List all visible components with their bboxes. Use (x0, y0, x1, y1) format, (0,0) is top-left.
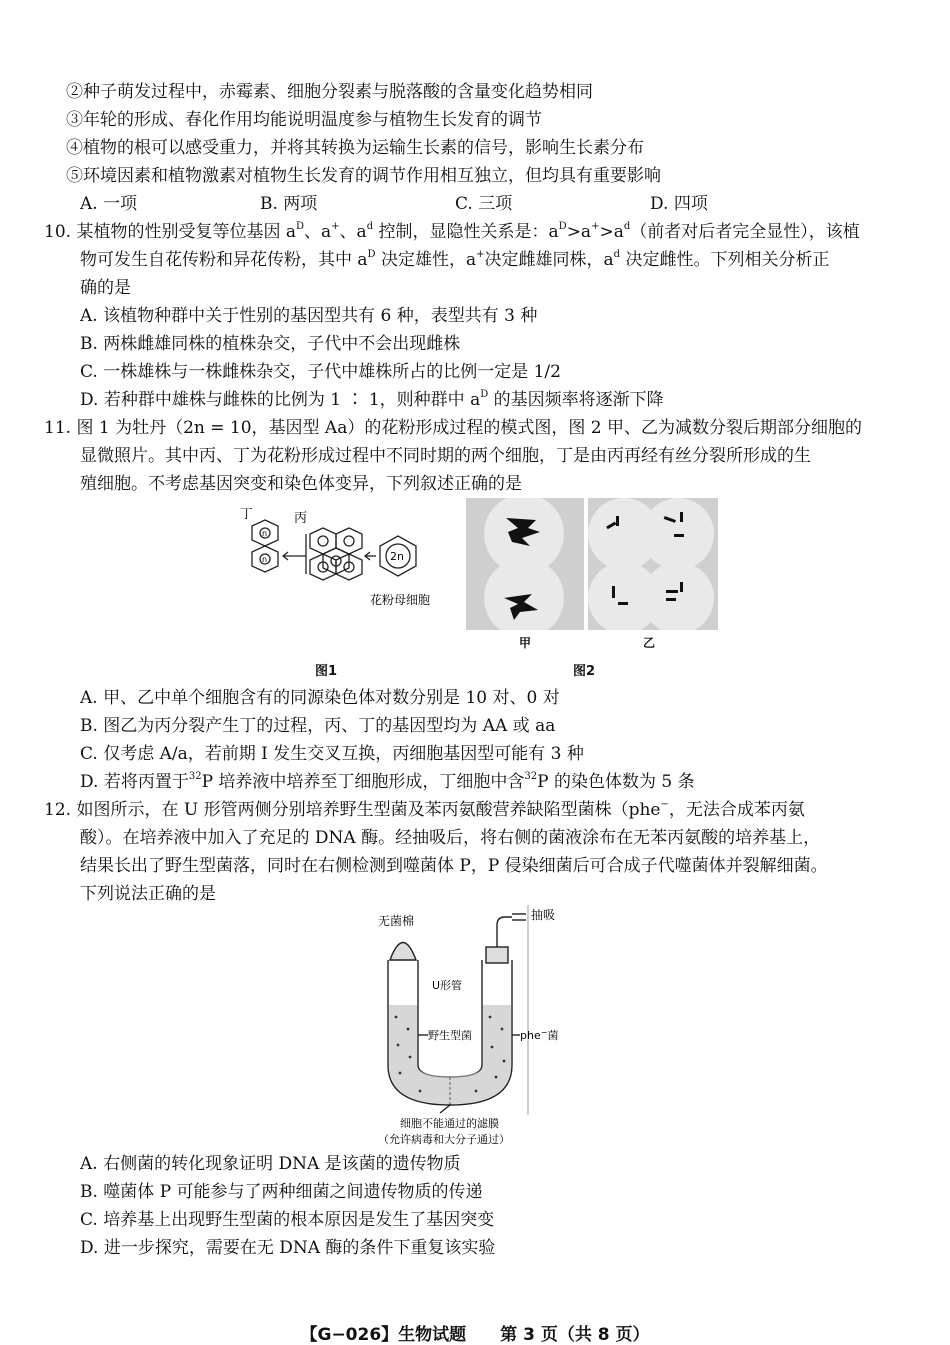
q11-text: P 的染色体数为 5 条 (537, 772, 695, 792)
q10-text: 的基因频率将逐渐下降 (488, 390, 664, 410)
u-tube-diagram (360, 905, 590, 1150)
sup: + (591, 221, 600, 233)
q10-text: 控制，显隐性关系是：a (373, 222, 559, 242)
q10-text: （前者对后者完全显性），该植 (630, 222, 860, 242)
label-wild-type: 野生型菌 (428, 1029, 472, 1042)
q10-text: D. 若种群中雄株与雌株的比例为 1 ∶ 1，则种群中 a (80, 390, 481, 410)
phe-tail: 菌 (547, 1029, 559, 1042)
q12-text: 如图所示，在 U 形管两侧分别培养野生型菌及苯丙氨酸营养缺陷型菌株（phe (76, 800, 661, 820)
q10-stem-line3: 确的是 (80, 278, 131, 298)
sup: D (558, 221, 567, 233)
label-yi: 乙 (643, 636, 656, 650)
q11-stem-line2: 显微照片。其中丙、丁为花粉形成过程中不同时期的两个细胞，丁是由丙再经有丝分裂所形成的生 (80, 446, 811, 466)
page-footer: 【G−026】生物试题 第 3 页（共 8 页） (300, 1325, 650, 1345)
q12-option-d[interactable]: D. 进一步探究，需要在无 DNA 酶的条件下重复该实验 (80, 1238, 496, 1258)
label-pollen-mother: 花粉母细胞 (370, 593, 431, 607)
sup: + (331, 221, 340, 233)
q10-stem-line2 (80, 249, 829, 271)
q10-option-d[interactable] (80, 389, 664, 411)
q9-item-2: ②种子萌发过程中，赤霉素、细胞分裂素与脱落酸的含量变化趋势相同 (66, 82, 593, 102)
q10-text: 、a (304, 222, 332, 242)
label-cotton: 无菌棉 (378, 914, 415, 928)
q12-option-a[interactable]: A. 右侧菌的转化现象证明 DNA 是该菌的遗传物质 (80, 1154, 461, 1174)
sup: D (296, 221, 305, 233)
q10-text: 决定雌雄同株，a (484, 250, 614, 270)
label-bing: 丙 (294, 511, 308, 526)
q12-option-b[interactable]: B. 噬菌体 P 可能参与了两种细菌之间遗传物质的传递 (80, 1182, 483, 1202)
q11-text: P 培养液中培养至丁细胞形成，丁细胞中含 (201, 772, 525, 792)
q9-option-a[interactable]: A. 一项 (80, 194, 138, 214)
q12-text: ，无法合成苯丙氨 (668, 800, 805, 820)
q11-stem-line3: 殖细胞。不考虑基因突变和染色体变异，下列叙述正确的是 (80, 474, 522, 494)
q10-text: >a (566, 222, 592, 242)
sup: d (613, 249, 621, 261)
q11-text: 图 1 为牡丹（2n = 10，基因型 Aa）的花粉形成过程的模式图，图 2 甲、乙为减数分裂后期部分细胞的 (76, 418, 862, 438)
figure1-caption: 图1 (315, 664, 338, 679)
sup: − (660, 799, 669, 811)
q10-option-c[interactable]: C. 一株雄株与一株雌株杂交，子代中雄株所占的比例一定是 1/2 (80, 362, 561, 382)
sup: D (367, 249, 376, 261)
sup: 32 (524, 771, 538, 783)
phe-text: phe (520, 1029, 541, 1042)
label-filter-note: （允许病毒和大分子通过） (378, 1133, 510, 1146)
q11-number: 11. (44, 418, 72, 438)
sup: 32 (188, 771, 202, 783)
n-label: n (262, 555, 268, 564)
label-phe-strain (520, 1028, 558, 1043)
q11-option-b[interactable]: B. 图乙为丙分裂产生丁的过程，丙、丁的基因型均为 AA 或 aa (80, 716, 556, 736)
label-suction: 抽吸 (531, 908, 556, 922)
q9-option-d[interactable]: D. 四项 (650, 194, 708, 214)
q11-option-a[interactable]: A. 甲、乙中单个细胞含有的同源染色体对数分别是 10 对、0 对 (80, 688, 560, 708)
culture-liquid (389, 1005, 511, 1104)
figure1-diagram (230, 508, 470, 643)
q10-number: 10. (44, 222, 72, 242)
q10-stem-line1 (44, 221, 860, 243)
q10-text: 、a (339, 222, 367, 242)
label-ding: 丁 (240, 508, 254, 522)
q12-number: 12. (44, 800, 72, 820)
q10-option-b[interactable]: B. 两株雌雄同株的植株杂交，子代中不会出现雌株 (80, 334, 461, 354)
q9-option-c[interactable]: C. 三项 (455, 194, 513, 214)
figure2-micrographs (466, 498, 718, 630)
q10-text: 物可发生自花传粉和异花传粉，其中 a (80, 250, 368, 270)
label-filter: 细胞不能通过的滤膜 (400, 1117, 499, 1130)
sup: D (480, 389, 489, 401)
q11-stem-line1 (44, 417, 862, 439)
q10-text: >a (599, 222, 624, 242)
2n-label: 2n (390, 550, 404, 563)
q11-option-d[interactable] (80, 771, 695, 793)
phe-sup: − (540, 1027, 548, 1037)
label-jia: 甲 (519, 636, 532, 650)
q11-option-c[interactable]: C. 仅考虑 A/a，若前期 Ⅰ 发生交叉互换，丙细胞基因型可能有 3 种 (80, 744, 584, 764)
figure2-caption: 图2 (573, 664, 596, 679)
q12-stem-line1 (44, 799, 805, 821)
q9-option-b[interactable]: B. 两项 (260, 194, 318, 214)
q11-text: D. 若将丙置于 (80, 772, 189, 792)
q9-item-5: ⑤环境因素和植物激素对植物生长发育的调节作用相互独立，但均具有重要影响 (66, 166, 661, 186)
q10-text: 某植物的性别受复等位基因 a (76, 222, 296, 242)
q12-stem-line2: 酸）。在培养液中加入了充足的 DNA 酶。经抽吸后，将右侧的菌液涂布在无苯丙氨酸的培养基上， (80, 828, 821, 848)
q12-option-c[interactable]: C. 培养基上出现野生型菌的根本原因是发生了基因突变 (80, 1210, 495, 1230)
q12-stem-line3: 结果长出了野生型菌落，同时在右侧检测到噬菌体 P，P 侵染细菌后可合成子代噬菌体并裂解细菌。 (80, 856, 828, 876)
q9-item-4: ④植物的根可以感受重力，并将其转换为运输生长素的信号，影响生长素分布 (66, 138, 644, 158)
q10-option-a[interactable]: A. 该植物种群中关于性别的基因型共有 6 种，表型共有 3 种 (80, 306, 538, 326)
sup: d (366, 221, 374, 233)
q9-item-3: ③年轮的形成、春化作用均能说明温度参与植物生长发育的调节 (66, 110, 542, 130)
label-u-tube: U形管 (432, 979, 463, 992)
q12-stem-line4: 下列说法正确的是 (80, 884, 216, 904)
sup: d (623, 221, 631, 233)
q10-text: 决定雄性，a (375, 250, 477, 270)
sup: + (476, 249, 485, 261)
q10-text: 决定雌性。下列相关分析正 (620, 250, 830, 270)
n-label: n (262, 529, 268, 538)
